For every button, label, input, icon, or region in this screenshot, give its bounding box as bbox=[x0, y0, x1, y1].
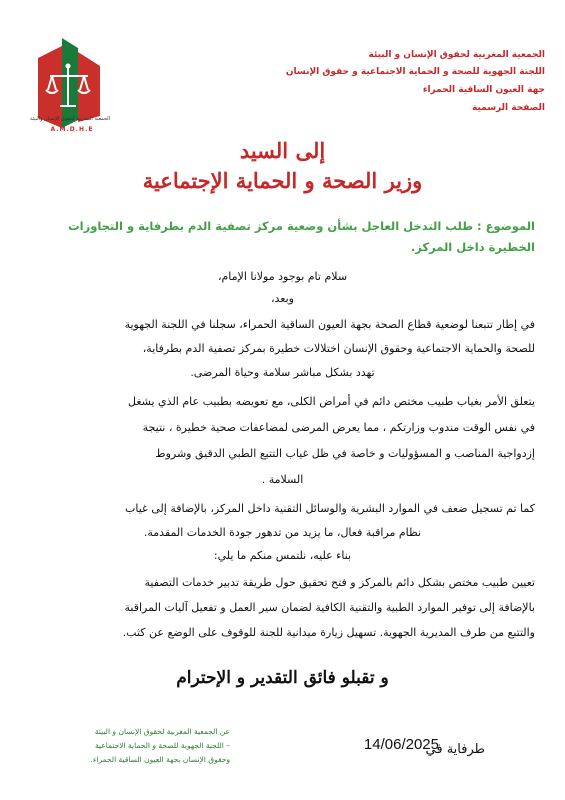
org-name: الجمعية المغربية لحقوق الإنسان و البيئة bbox=[368, 50, 545, 60]
transition: وبعد، bbox=[270, 292, 294, 305]
paragraph-line: تهدد بشكل مباشر سلامة وحياة المرضى. bbox=[190, 366, 375, 379]
paragraph-line: إزدواجية المناصب و المسؤوليات و خاصة في ظل غياب التتبع الطبي الدقيق وشروط bbox=[155, 447, 535, 460]
org-committee: اللجنة الجهوية للصحة و الحماية الاجتماعية و حقوق الإنسان bbox=[285, 67, 545, 77]
signature-date: 14/06/2025 bbox=[363, 736, 439, 753]
subject-line: الخطيرة داخل المركز. bbox=[410, 240, 535, 254]
recipient-salutation: إلى السيد bbox=[239, 138, 326, 163]
footer-org-line: عن الجمعية المغربية لحقوق الإنسان و البيئة bbox=[94, 727, 230, 736]
paragraph-line: للصحة والحماية الاجتماعية وحقوق الإنسان اختلالات خطيرة بمركز تصفية الدم بطرفاية، bbox=[142, 342, 535, 355]
paragraph-line: السلامة . bbox=[261, 473, 304, 486]
org-official-page: الصفحة الرسمية bbox=[472, 103, 545, 113]
footer-org-line: وحقوق الإنسان بجهة العيون الساقية الحمراء. bbox=[90, 755, 230, 764]
closing-line: و تقبلو فائق التقدير و الإحترام bbox=[176, 668, 389, 688]
paragraph-line: في إطار تتبعنا لوضعية قطاع الصحة بجهة العيون الساقية الحمراء، سجلنا في اللجنة الجهوية bbox=[124, 318, 535, 331]
subject-line: الموضوع : طلب التدخل العاجل بشأن وضعية مركز تصفية الدم بطرفاية و التجاوزات bbox=[68, 219, 535, 233]
paragraph-line: كما تم تسجيل ضعف في الموارد البشرية والوسائل التقنية داخل المركز، بالإضافة إلى غياب bbox=[124, 502, 535, 515]
association-logo bbox=[22, 38, 122, 138]
greeting: سلام تام بوجود مولانا الإمام، bbox=[217, 270, 348, 283]
request-intro: بناء عليه، نلتمس منكم ما يلي: bbox=[213, 549, 352, 562]
request-line: والتتبع من طرف المديرية الجهوية. تسهيل زيارة ميدانية للجنة للوقوف على الوضع عن كثب. bbox=[122, 626, 535, 639]
logo-caption: الجمعية المغربية لحقوق الإنسان والبيئة bbox=[29, 116, 111, 122]
recipient-title: وزير الصحة و الحماية الإجتماعية bbox=[142, 168, 423, 193]
paragraph-line: نظام مراقبة فعال، ما يزيد من تدهور جودة الخدمات المقدمة. bbox=[143, 526, 422, 539]
request-line: تعيين طبيب مختص بشكل دائم بالمركز و فتح تحقيق حول طريقة تدبير خدمات التصفية bbox=[144, 576, 535, 589]
signature-place: طرفاية في bbox=[425, 742, 485, 757]
request-line: بالإضافة إلى توفير الموارد الطبية والتقنية الكافية لضمان سير العمل و تفعيل آليات المراقبة bbox=[124, 601, 535, 614]
logo-acronym: A.M.D.H.E bbox=[50, 126, 94, 133]
org-region: جهة العيون الساقية الحمراء bbox=[422, 85, 545, 95]
paragraph-line: يتعلق الأمر بغياب طبيب مختص دائم في أمراض الكلى، مع تعويضه بطبيب عام الذي يشغل bbox=[128, 395, 535, 408]
footer-org-line: – اللجنة الجهوية للصحة و الحماية الاجتماعية bbox=[94, 741, 230, 750]
paragraph-line: في نفس الوقت مندوب وزارتكم ، مما يعرض المرضى لمضاعفات صحية خطيرة ، نتيجة bbox=[142, 421, 535, 434]
